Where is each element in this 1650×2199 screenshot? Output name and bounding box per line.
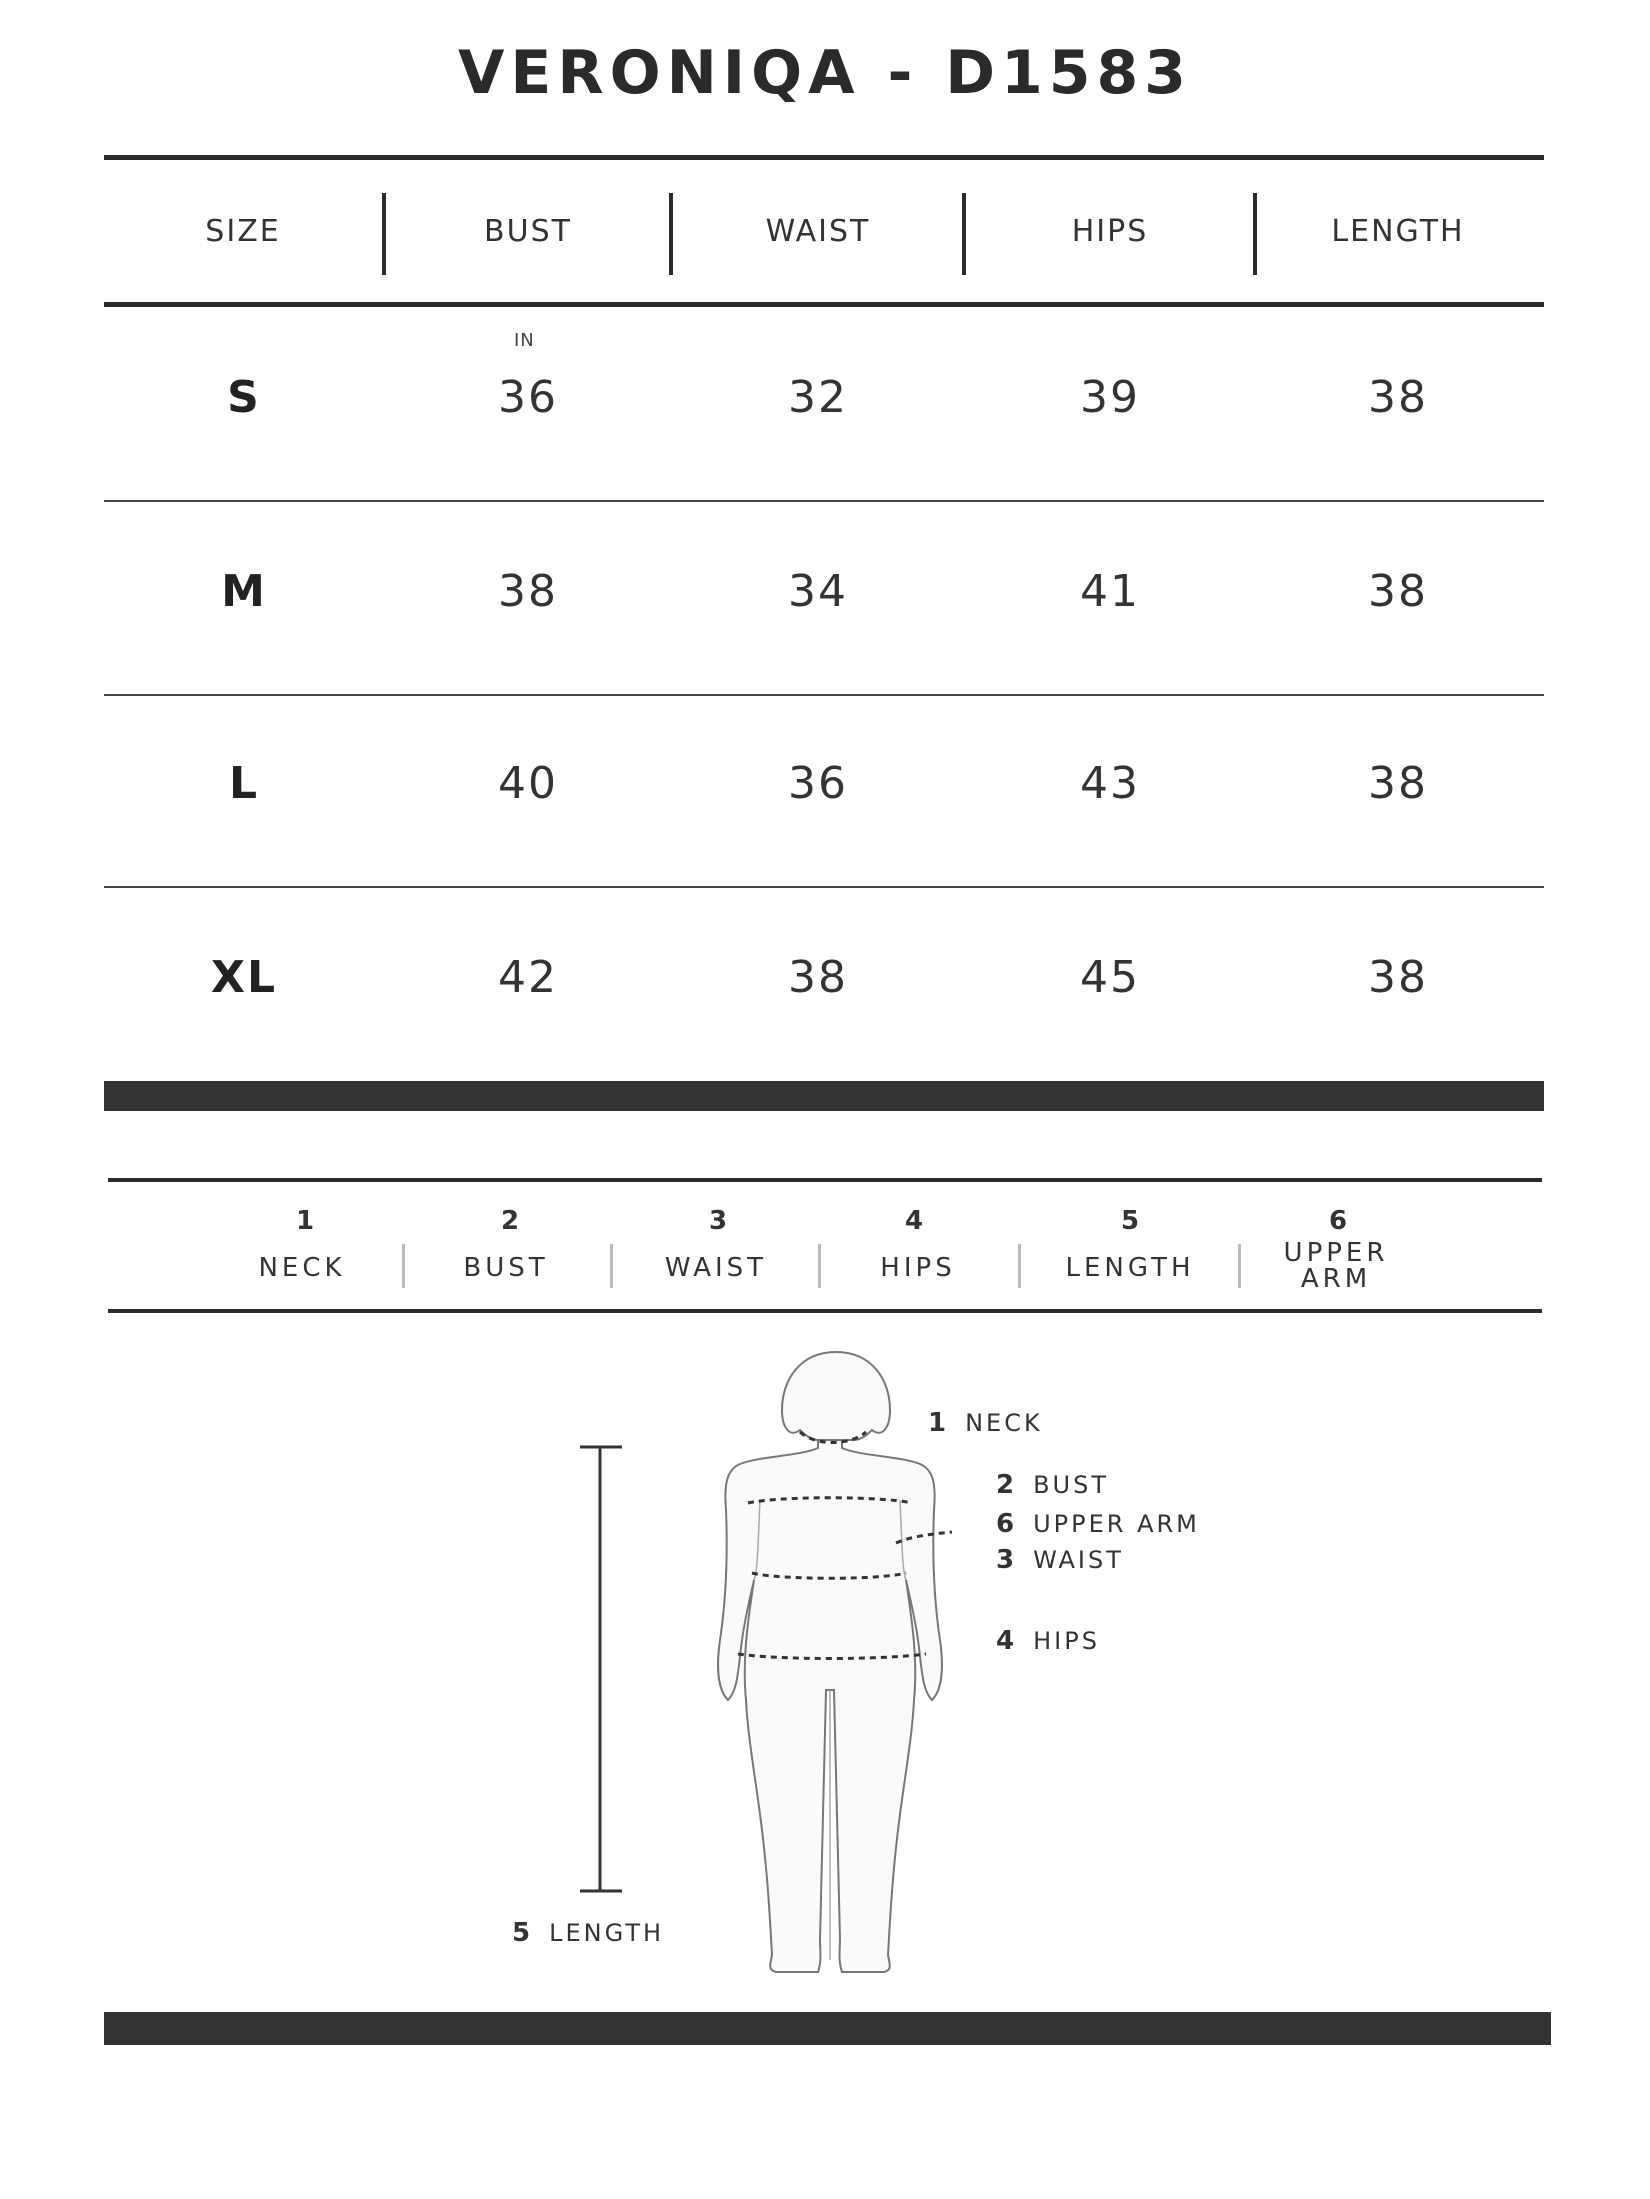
chart-title: VERONIQA - D1583 bbox=[457, 38, 1193, 108]
key-number: 3 bbox=[708, 1206, 728, 1236]
header-bust: BUST bbox=[484, 214, 572, 249]
hips-cell: 43 bbox=[1080, 758, 1140, 809]
hips-cell: 41 bbox=[1080, 566, 1140, 617]
callout-length: 5 LENGTH bbox=[512, 1918, 665, 1948]
hips-cell: 45 bbox=[1080, 952, 1140, 1003]
length-bar bbox=[580, 1447, 622, 1891]
waist-cell: 32 bbox=[788, 372, 848, 423]
key-label: LENGTH bbox=[1065, 1253, 1195, 1283]
callout-waist: 3 WAIST bbox=[996, 1545, 1124, 1575]
key-divider bbox=[1238, 1244, 1241, 1288]
bust-cell: 42 bbox=[498, 952, 558, 1003]
callout-neck: 1 NECK bbox=[928, 1408, 1043, 1438]
key-label: BUST bbox=[463, 1253, 549, 1283]
key-divider bbox=[402, 1244, 405, 1288]
key-label: WAIST bbox=[664, 1253, 768, 1283]
waist-cell: 34 bbox=[788, 566, 848, 617]
header-length: LENGTH bbox=[1331, 214, 1465, 249]
key-label: NECK bbox=[258, 1253, 346, 1283]
column-divider bbox=[1253, 193, 1257, 275]
key-number: 4 bbox=[904, 1206, 924, 1236]
section-divider-band bbox=[104, 1081, 1544, 1111]
body-measurement-diagram bbox=[0, 1320, 1650, 2000]
callout-upper-arm: 6 UPPER ARM bbox=[996, 1509, 1200, 1539]
key-label: UPPER ARM bbox=[1283, 1238, 1389, 1294]
length-cell: 38 bbox=[1368, 758, 1428, 809]
size-cell: L bbox=[228, 758, 260, 809]
column-divider bbox=[962, 193, 966, 275]
length-cell: 38 bbox=[1368, 566, 1428, 617]
size-cell: S bbox=[227, 372, 261, 423]
table-top-rule bbox=[104, 155, 1544, 160]
length-cell: 38 bbox=[1368, 952, 1428, 1003]
key-divider bbox=[1018, 1244, 1021, 1288]
key-number: 6 bbox=[1328, 1206, 1348, 1236]
key-number: 5 bbox=[1120, 1206, 1140, 1236]
header-size: SIZE bbox=[205, 214, 281, 249]
size-cell: XL bbox=[211, 952, 277, 1003]
footer-band bbox=[104, 2012, 1551, 2045]
column-divider bbox=[669, 193, 673, 275]
header-hips: HIPS bbox=[1071, 214, 1149, 249]
key-number: 1 bbox=[295, 1206, 315, 1236]
row-divider bbox=[104, 694, 1544, 696]
key-divider bbox=[610, 1244, 613, 1288]
column-divider bbox=[382, 193, 386, 275]
key-number: 2 bbox=[500, 1206, 520, 1236]
row-divider bbox=[104, 886, 1544, 888]
waist-cell: 36 bbox=[788, 758, 848, 809]
callout-bust: 2 BUST bbox=[996, 1470, 1110, 1500]
key-label: HIPS bbox=[880, 1253, 956, 1283]
bust-cell: 36 bbox=[498, 372, 558, 423]
size-cell: M bbox=[221, 566, 267, 617]
unit-label: IN bbox=[514, 330, 535, 351]
header-bottom-rule bbox=[104, 302, 1544, 307]
hips-cell: 39 bbox=[1080, 372, 1140, 423]
waist-cell: 38 bbox=[788, 952, 848, 1003]
length-cell: 38 bbox=[1368, 372, 1428, 423]
bust-cell: 38 bbox=[498, 566, 558, 617]
row-divider bbox=[104, 500, 1544, 502]
key-top-rule bbox=[108, 1178, 1542, 1182]
key-bottom-rule bbox=[108, 1309, 1542, 1313]
callout-hips: 4 HIPS bbox=[996, 1626, 1100, 1656]
bust-cell: 40 bbox=[498, 758, 558, 809]
header-waist: WAIST bbox=[765, 214, 871, 249]
